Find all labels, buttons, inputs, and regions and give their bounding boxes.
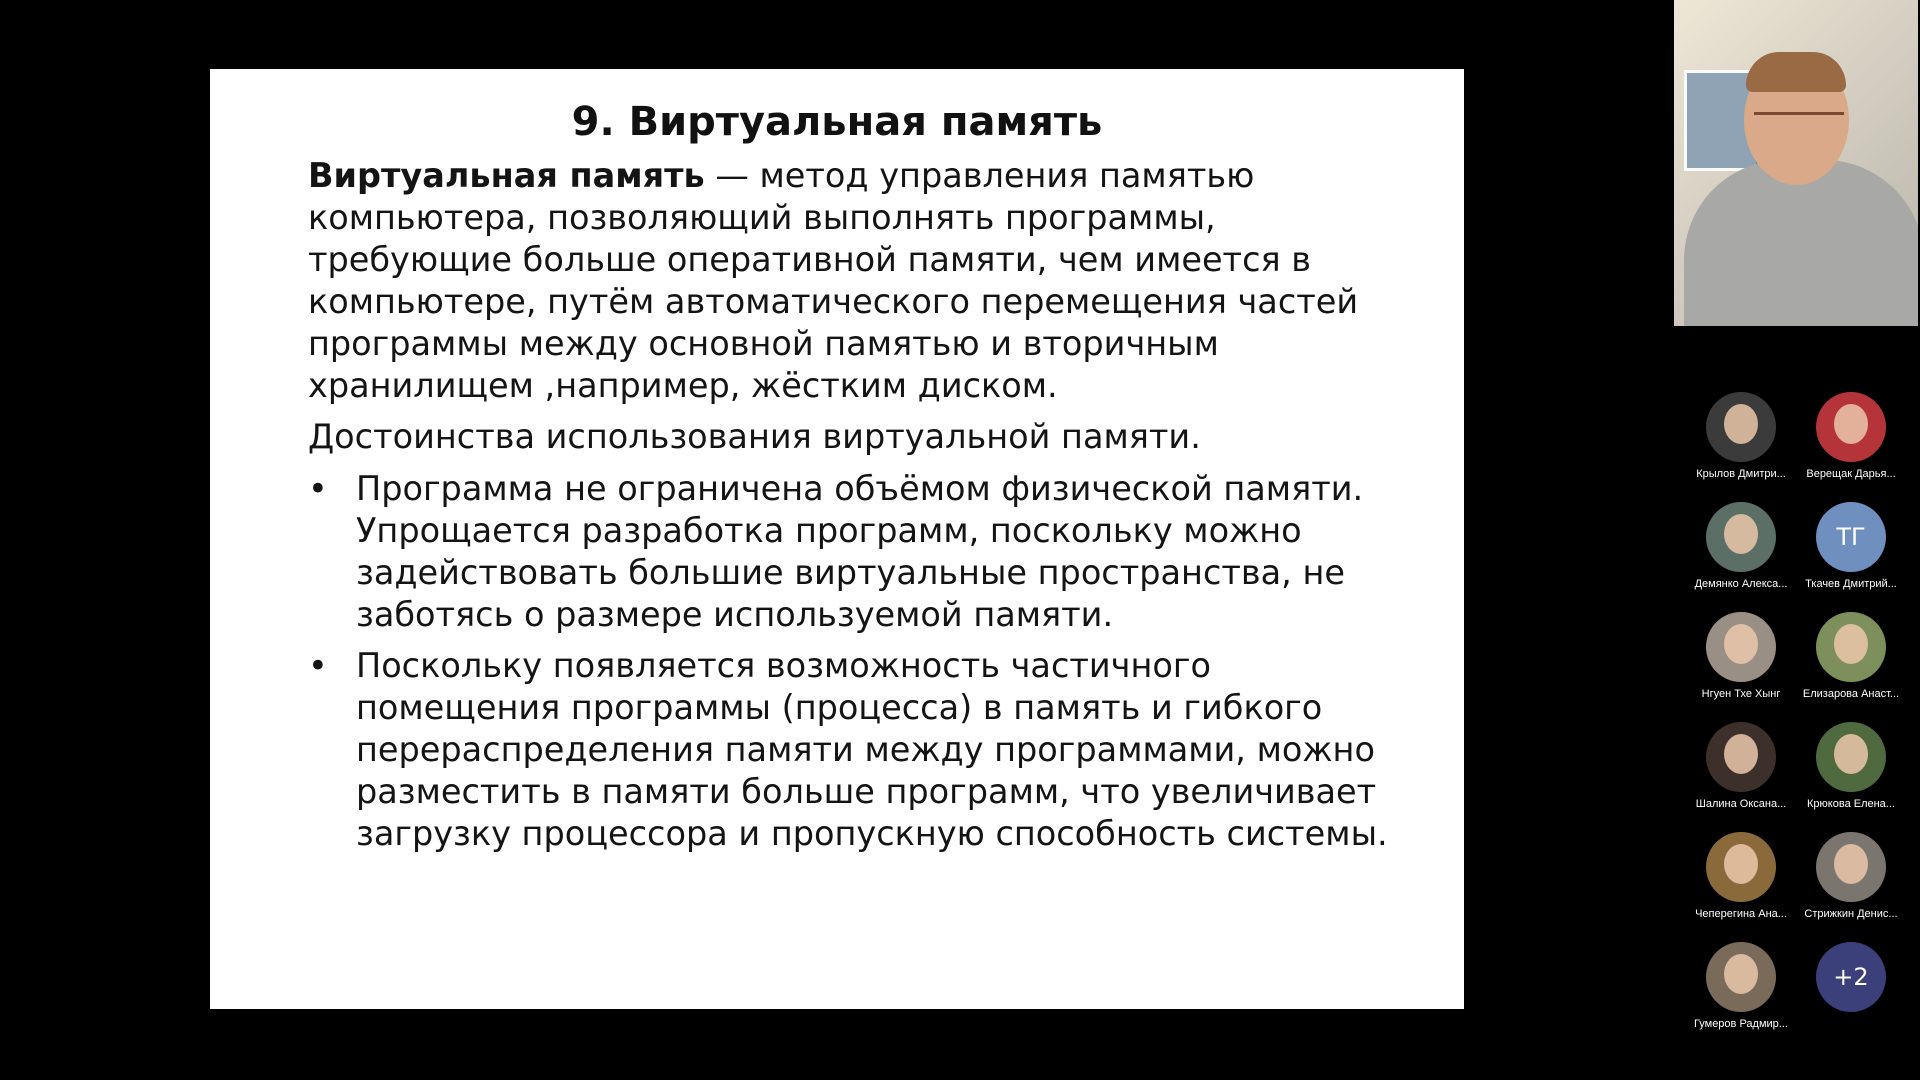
- participant-name: Нгуен Тхе Хынг: [1701, 688, 1781, 700]
- more-participants-button[interactable]: [1796, 942, 1906, 1012]
- participant-name: Крылов Дмитри...: [1696, 468, 1786, 480]
- more-participants-badge: +2: [1816, 942, 1886, 1012]
- participant-name: Верещак Дарья...: [1806, 468, 1896, 480]
- definition-term: Виртуальная память: [308, 156, 705, 195]
- participant-tile[interactable]: [1686, 612, 1796, 700]
- advantages-list: [308, 468, 1398, 855]
- list-item: [308, 468, 1398, 636]
- bullet-text: Программа не ограничена объёмом физической памяти. Упрощается разработка программ, поскольку можно задействовать большие виртуальные пространства, не заботясь о размере используемой памяти.: [356, 469, 1364, 634]
- participant-name: Шалина Оксана...: [1695, 798, 1787, 810]
- avatar: [1706, 502, 1776, 572]
- participant-tile[interactable]: [1796, 832, 1906, 920]
- participant-name: Елизарова Анаст...: [1802, 688, 1900, 700]
- avatar: [1816, 832, 1886, 902]
- speaker-body: [1684, 160, 1918, 326]
- definition-text: — метод управления памятью компьютера, позволяющий выполнять программы, требующие больше оперативной памяти, чем имеется в компьютере, путём автоматического перемещения частей программы между основной памятью и вторичным хранилищем ,например, жёстким диском.: [308, 156, 1359, 405]
- advantages-heading: Достоинства использования виртуальной памяти.: [308, 417, 1201, 456]
- definition-paragraph: [308, 155, 1398, 407]
- slide-body: [308, 155, 1398, 864]
- participant-name: Демянко Алекса...: [1694, 578, 1788, 590]
- participant-tile[interactable]: [1796, 612, 1906, 700]
- avatar: [1816, 612, 1886, 682]
- speaker-video-tile[interactable]: [1674, 0, 1918, 326]
- bullet-marker: •: [308, 646, 328, 685]
- list-item: [308, 645, 1398, 855]
- participant-tile[interactable]: [1796, 502, 1906, 590]
- avatar: [1706, 942, 1776, 1012]
- participant-name: Крюкова Елена...: [1807, 798, 1895, 810]
- participant-tile[interactable]: [1686, 502, 1796, 590]
- avatar: [1706, 722, 1776, 792]
- avatar: [1706, 392, 1776, 462]
- participant-name: Стрижкин Денис...: [1804, 908, 1898, 920]
- participant-tile[interactable]: [1686, 832, 1796, 920]
- speaker-hair: [1746, 52, 1846, 92]
- participant-name: Чеперегина Ана...: [1695, 908, 1787, 920]
- bullet-marker: •: [308, 469, 328, 508]
- avatar: [1706, 612, 1776, 682]
- avatar: [1816, 722, 1886, 792]
- avatar-initials: ТГ: [1816, 502, 1886, 572]
- participant-name: Гумеров Радмир...: [1694, 1018, 1788, 1030]
- presentation-slide: [210, 69, 1464, 1009]
- speaker-glasses: [1754, 112, 1844, 133]
- participant-tile[interactable]: [1686, 942, 1796, 1030]
- participant-tile[interactable]: [1796, 722, 1906, 810]
- participant-tile[interactable]: [1796, 392, 1906, 480]
- participant-tile[interactable]: [1686, 722, 1796, 810]
- participant-name: Ткачев Дмитрий...: [1805, 578, 1897, 590]
- bullet-text: Поскольку появляется возможность частичного помещения программы (процесса) в память и гибкого перераспределения памяти между программами, можно разместить в памяти больше программ, что увеличивает загрузку процессора и пропускную способность системы.: [356, 646, 1388, 853]
- slide-title: 9. Виртуальная память: [571, 99, 1103, 145]
- avatar: [1706, 832, 1776, 902]
- participant-tile[interactable]: [1686, 392, 1796, 480]
- avatar: [1816, 392, 1886, 462]
